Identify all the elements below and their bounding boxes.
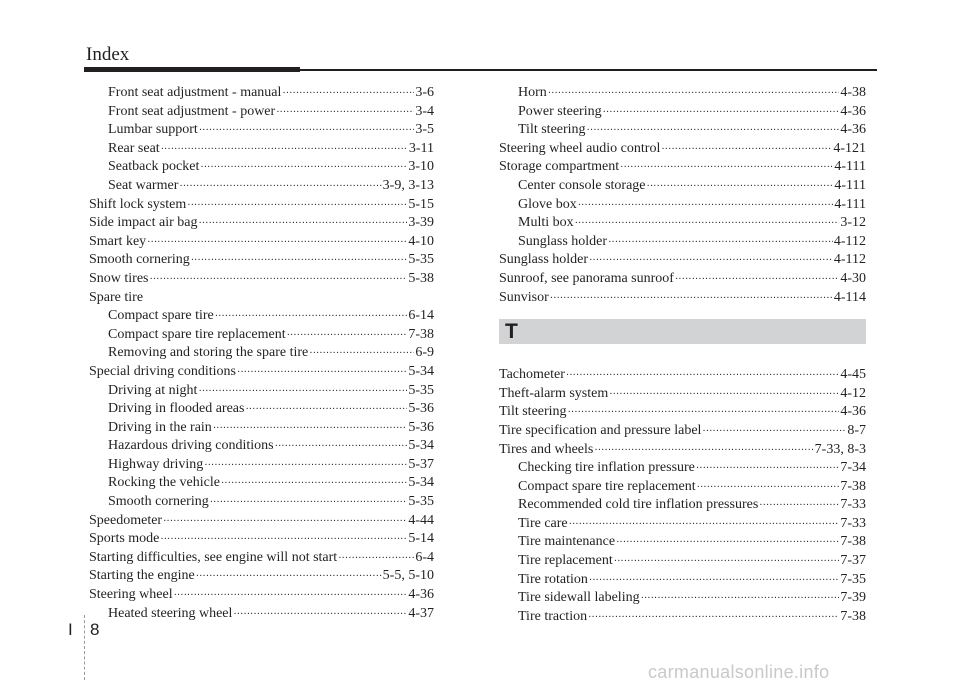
index-entry	[89, 121, 434, 140]
index-entry-pages: 5-5, 5-10	[382, 568, 434, 584]
index-entry	[89, 605, 434, 624]
index-entry-pages: 6-4	[415, 549, 434, 565]
index-entry-term: Compact spare tire replacement	[518, 478, 696, 494]
dot-leader	[309, 345, 414, 364]
index-entry	[89, 586, 434, 605]
dot-leader	[210, 494, 408, 513]
index-entry-pages: 5-35	[408, 252, 434, 268]
index-entry-term: Removing and storing the spare tire	[108, 345, 309, 361]
dot-leader	[213, 420, 408, 439]
index-entry	[89, 196, 434, 215]
index-entry	[89, 140, 434, 159]
dot-leader	[161, 141, 408, 160]
index-entry	[499, 589, 866, 608]
index-entry-term: Storage compartment	[499, 159, 620, 175]
index-entry-pages: 3-5	[415, 122, 434, 138]
index-entry-term: Highway driving	[108, 456, 204, 472]
index-entry	[89, 344, 434, 363]
index-entry-term: Sunroof, see panorama sunroof	[499, 270, 674, 286]
index-entry	[499, 84, 866, 103]
index-entry-term: Tilt steering	[518, 122, 586, 138]
index-entry-term: Driving at night	[108, 382, 198, 398]
index-entry-pages: 4-121	[833, 140, 866, 156]
dot-leader	[603, 104, 840, 123]
index-entry-pages: 5-37	[408, 456, 434, 472]
index-entry	[89, 270, 434, 289]
index-entry-pages: 4-37	[408, 605, 434, 621]
index-entry	[499, 158, 866, 177]
index-entry-pages: 5-34	[408, 438, 434, 454]
dot-leader	[609, 386, 839, 405]
index-entry	[499, 533, 866, 552]
index-entry-term: Smooth cornering	[89, 252, 190, 268]
index-entry	[499, 289, 866, 308]
index-entry-term: Shift lock system	[89, 196, 187, 212]
dot-leader	[338, 550, 414, 569]
index-entry-pages: 7-33	[840, 497, 866, 513]
index-entry	[89, 251, 434, 270]
index-entry	[499, 515, 866, 534]
header-rule-thin	[300, 69, 877, 71]
index-entry-term: Special driving conditions	[89, 363, 236, 379]
index-entry-pages: 4-111	[834, 177, 866, 193]
dot-leader	[575, 215, 840, 234]
index-entry	[499, 121, 866, 140]
index-entry-pages: 4-36	[840, 103, 866, 119]
index-entry-term: Tachometer	[499, 367, 565, 383]
index-entry-pages: 5-35	[408, 494, 434, 510]
index-entry-term: Multi box	[518, 215, 574, 231]
dot-leader	[608, 234, 833, 253]
dot-leader	[614, 553, 840, 572]
index-entry-pages: 3-6	[415, 85, 434, 100]
index-entry-term: Horn	[518, 85, 547, 100]
dot-leader	[589, 572, 839, 591]
index-entry-pages: 4-112	[833, 252, 866, 268]
index-entry-pages: 7-35	[840, 571, 866, 587]
index-entry-pages: 4-38	[840, 85, 866, 100]
dot-leader	[661, 141, 832, 160]
index-entry-pages: 4-36	[408, 587, 434, 603]
index-entry-pages: 7-38	[840, 534, 866, 550]
index-entry-term: Sunvisor	[499, 289, 549, 305]
index-entry-term: Tire sidewall labeling	[518, 590, 640, 606]
index-entry	[89, 567, 434, 586]
index-entry	[89, 177, 434, 196]
index-column-right	[499, 84, 866, 626]
index-entry	[499, 552, 866, 571]
dot-leader	[587, 122, 840, 141]
index-entry-term: Glove box	[518, 196, 577, 212]
index-list-s-continued	[499, 84, 866, 307]
index-entry-pages: 7-38	[840, 608, 866, 624]
index-entry	[89, 103, 434, 122]
dot-leader	[233, 606, 407, 625]
index-entry-term: Checking tire inflation pressure	[518, 460, 695, 476]
index-entry-term: Compact spare tire replacement	[108, 326, 286, 342]
index-entry-term: Front seat adjustment - manual	[108, 85, 282, 100]
dot-leader	[620, 159, 833, 178]
index-entry-pages: 4-36	[840, 122, 866, 138]
index-entry	[499, 496, 866, 515]
index-entry-term: Snow tires	[89, 270, 149, 286]
dot-leader	[150, 271, 408, 290]
dot-leader	[287, 327, 408, 346]
dot-leader	[548, 85, 840, 104]
dot-leader	[702, 423, 846, 442]
index-entry-term: Smart key	[89, 233, 147, 249]
dot-leader	[276, 104, 414, 123]
index-entry-term: Driving in flooded areas	[108, 401, 245, 417]
header-rule-thick	[84, 67, 300, 72]
index-entry-term: Speedometer	[89, 512, 163, 528]
index-entry	[89, 549, 434, 568]
index-entry-pages: 7-33	[840, 515, 866, 531]
dot-leader	[179, 178, 381, 197]
index-entry-term: Center console storage	[518, 177, 646, 193]
index-entry	[499, 571, 866, 590]
index-entry	[89, 474, 434, 493]
dot-leader	[245, 401, 407, 420]
dot-leader	[759, 497, 839, 516]
dot-leader	[147, 234, 407, 253]
index-entry-term: Spare tire	[89, 289, 144, 305]
index-entry-term: Starting the engine	[89, 568, 195, 584]
index-entry-term: Tires and wheels	[499, 441, 594, 457]
dot-leader	[221, 475, 407, 494]
dot-leader	[641, 590, 840, 609]
index-entry-pages: 5-34	[408, 475, 434, 491]
index-entry-pages: 6-14	[408, 308, 434, 324]
dot-leader	[237, 364, 407, 383]
dot-leader	[578, 197, 834, 216]
dot-leader	[589, 252, 833, 271]
footer-divider	[84, 615, 86, 680]
index-entry-pages: 5-36	[408, 401, 434, 417]
index-entry	[89, 289, 434, 308]
index-entry-pages: 7-38	[840, 478, 866, 494]
index-entry-pages: 7-39	[840, 590, 866, 606]
index-entry-pages: 4-112	[833, 233, 866, 249]
index-entry-pages: 3-12	[840, 215, 866, 231]
section-header-t	[499, 319, 866, 344]
dot-leader	[199, 122, 415, 141]
dot-leader	[198, 383, 407, 402]
index-entry-term: Tilt steering	[499, 404, 567, 420]
dot-leader	[191, 252, 408, 271]
index-entry	[499, 441, 866, 460]
index-entry-term: Tire specification and pressure label	[499, 422, 702, 438]
index-entry	[499, 214, 866, 233]
dot-leader	[594, 442, 813, 461]
index-entry-pages: 5-38	[408, 270, 434, 286]
index-entry-term: Front seat adjustment - power	[108, 103, 276, 119]
index-entry-term: Heated steering wheel	[108, 605, 233, 621]
index-entry	[499, 233, 866, 252]
index-entry-term: Steering wheel	[89, 587, 173, 603]
index-entry	[89, 493, 434, 512]
index-entry	[499, 251, 866, 270]
index-entry	[499, 177, 866, 196]
dot-leader	[647, 178, 834, 197]
index-entry-term: Driving in the rain	[108, 419, 212, 435]
dot-leader	[566, 367, 839, 386]
index-entry-pages: 4-111	[834, 196, 866, 212]
dot-leader	[196, 568, 382, 587]
section-letter: T	[505, 319, 518, 343]
index-entry-term: Tire replacement	[518, 553, 613, 569]
index-entry	[89, 307, 434, 326]
index-entry-term: Starting difficulties, see engine will not start	[89, 549, 338, 565]
dot-leader	[187, 197, 407, 216]
index-entry-pages: 3-11	[408, 140, 434, 156]
index-entry	[89, 419, 434, 438]
index-entry	[499, 103, 866, 122]
index-entry-term: Side impact air bag	[89, 215, 198, 231]
index-entry-pages: 4-44	[408, 512, 434, 528]
index-entry-term: Seatback pocket	[108, 159, 200, 175]
index-entry	[89, 512, 434, 531]
index-entry	[499, 459, 866, 478]
index-entry-pages: 4-36	[840, 404, 866, 420]
index-entry	[499, 366, 866, 385]
dot-leader	[697, 479, 840, 498]
dot-leader	[616, 534, 839, 553]
index-entry-pages: 7-38	[408, 326, 434, 342]
index-entry-pages: 8-7	[847, 422, 866, 438]
page-number-value: 8	[90, 620, 100, 639]
dot-leader	[550, 290, 833, 309]
index-entry-pages: 4-45	[840, 367, 866, 383]
index-entry	[89, 437, 434, 456]
dot-leader	[588, 609, 839, 628]
index-entry	[89, 363, 434, 382]
dot-leader	[174, 587, 408, 606]
index-entry-term: Recommended cold tire inflation pressures	[518, 497, 759, 513]
index-entry-pages: 5-14	[408, 531, 434, 547]
dot-leader	[275, 438, 408, 457]
index-entry	[89, 382, 434, 401]
dot-leader	[204, 457, 407, 476]
index-entry-pages: 7-33, 8-3	[814, 441, 866, 457]
dot-leader	[569, 516, 840, 535]
index-entry	[89, 214, 434, 233]
index-entry-pages: 5-36	[408, 419, 434, 435]
index-entry	[89, 84, 434, 103]
index-list-t	[499, 366, 866, 626]
index-entry-pages: 5-35	[408, 382, 434, 398]
index-entry-term: Rear seat	[108, 140, 160, 156]
index-entry	[89, 530, 434, 549]
index-entry-term: Theft-alarm system	[499, 385, 609, 401]
index-entry	[89, 456, 434, 475]
index-entry-pages: 3-10	[408, 159, 434, 175]
dot-leader	[696, 460, 839, 479]
index-entry	[89, 158, 434, 177]
index-entry-term: Power steering	[518, 103, 602, 119]
dot-leader	[568, 404, 840, 423]
dot-leader	[675, 271, 839, 290]
index-entry	[499, 140, 866, 159]
index-entry-term: Tire care	[518, 515, 568, 531]
index-entry	[89, 326, 434, 345]
index-entry-term: Tire rotation	[518, 571, 588, 587]
index-entry-term: Tire traction	[518, 608, 588, 624]
index-entry-term: Sports mode	[89, 531, 160, 547]
dot-leader	[282, 85, 414, 104]
index-entry-term: Compact spare tire	[108, 308, 214, 324]
index-entry	[499, 478, 866, 497]
index-entry-pages: 4-114	[833, 289, 866, 305]
index-entry-pages: 5-15	[408, 196, 434, 212]
index-entry-pages: 7-34	[840, 460, 866, 476]
index-entry-pages: 4-111	[834, 159, 866, 175]
watermark: carmanualsonline.info	[648, 662, 830, 682]
index-entry-term: Sunglass holder	[499, 252, 589, 268]
index-entry	[89, 400, 434, 419]
index-entry	[89, 233, 434, 252]
index-entry-pages: 4-12	[840, 385, 866, 401]
index-entry	[499, 422, 866, 441]
index-entry-pages: 3-4	[415, 103, 434, 119]
index-entry-term: Sunglass holder	[518, 233, 608, 249]
index-entry-term: Steering wheel audio control	[499, 140, 661, 156]
index-entry-pages: 4-10	[408, 233, 434, 249]
index-entry-pages: 6-9	[415, 345, 434, 361]
index-entry-term: Hazardous driving conditions	[108, 438, 274, 454]
page-number-section: I	[68, 620, 73, 639]
index-entry-term: Seat warmer	[108, 177, 179, 193]
dot-leader	[163, 513, 407, 532]
index-entry-term: Lumbar support	[108, 122, 198, 138]
index-entry-term: Rocking the vehicle	[108, 475, 220, 491]
dot-leader	[198, 215, 407, 234]
index-column-left	[89, 84, 434, 623]
index-entry	[499, 403, 866, 422]
index-entry	[499, 608, 866, 627]
index-entry-pages: 3-39	[408, 215, 434, 231]
dot-leader	[200, 159, 407, 178]
index-entry	[499, 196, 866, 215]
index-entry-term: Smooth cornering	[108, 494, 209, 510]
index-entry-pages: 7-37	[840, 553, 866, 569]
page-title: Index	[86, 44, 130, 65]
dot-leader	[160, 531, 407, 550]
index-entry-term: Tire maintenance	[518, 534, 616, 550]
index-entry	[499, 270, 866, 289]
index-entry-pages: 4-30	[840, 270, 866, 286]
index-entry-pages: 3-9, 3-13	[382, 177, 434, 193]
index-entry-pages: 5-34	[408, 363, 434, 379]
dot-leader	[215, 308, 408, 327]
index-entry	[499, 385, 866, 404]
